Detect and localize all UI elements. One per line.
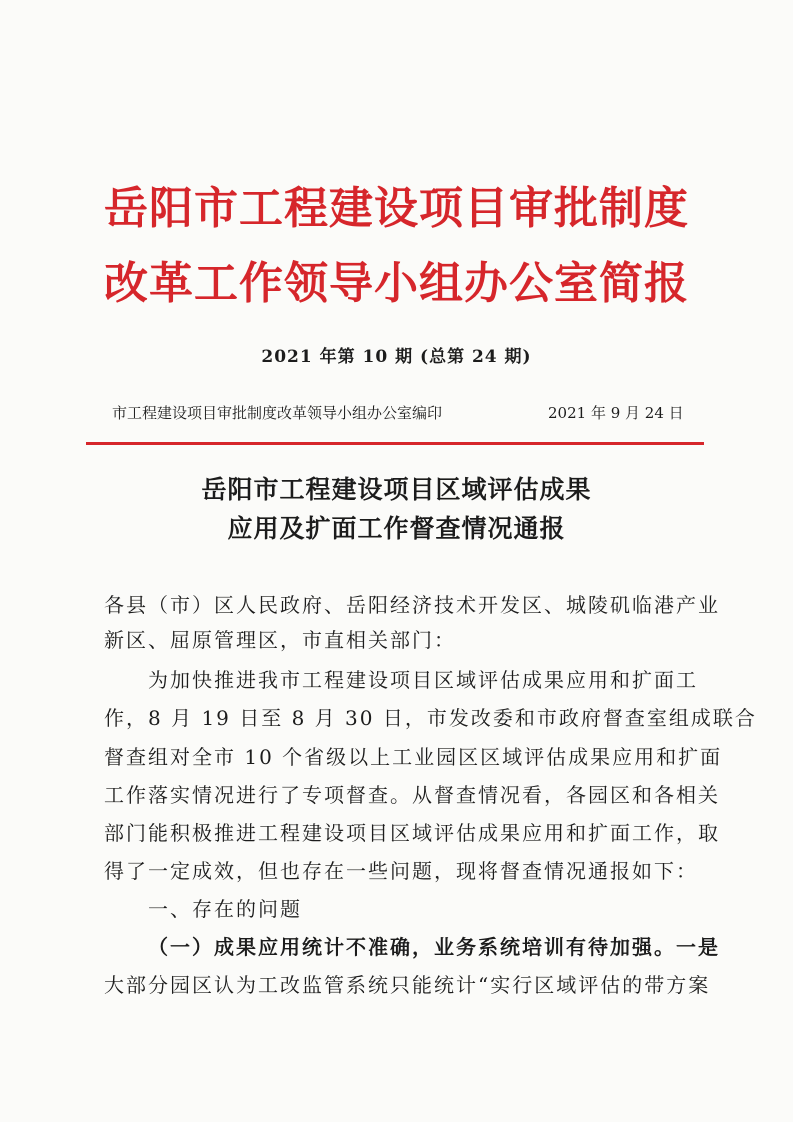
masthead-title-line1: 岳阳市工程建设项目审批制度 bbox=[104, 183, 689, 234]
body-paragraph-line: 为加快推进我市工程建设项目区域评估成果应用和扩面工 bbox=[148, 668, 698, 692]
publish-date: 2021 年 9 月 24 日 bbox=[548, 404, 684, 422]
subsection-heading: （一）成果应用统计不准确，业务系统培训有待加强。一是 bbox=[148, 935, 720, 959]
body-paragraph-line: 部门能积极推进工程建设项目区域评估成果应用和扩面工作，取 bbox=[104, 821, 720, 845]
addressee-line1: 各县（市）区人民政府、岳阳经济技术开发区、城陵矶临港产业 bbox=[104, 593, 720, 617]
notice-title-line2: 应用及扩面工作督查情况通报 bbox=[227, 514, 566, 543]
body-paragraph-line: 作，8 月 19 日至 8 月 30 日，市发改委和市政府督查室组成联合 bbox=[104, 706, 757, 730]
issue-number: 2021 年第 10 期 (总第 24 期) bbox=[261, 347, 532, 367]
masthead-title-line2: 改革工作领导小组办公室简报 bbox=[104, 258, 689, 309]
body-paragraph-line: 督查组对全市 10 个省级以上工业园区区域评估成果应用和扩面 bbox=[104, 745, 723, 769]
editor-office: 市工程建设项目审批制度改革领导小组办公室编印 bbox=[112, 404, 443, 422]
red-divider bbox=[86, 442, 704, 445]
addressee-line2: 新区、屈原管理区，市直相关部门： bbox=[104, 628, 456, 652]
section-heading: 一、存在的问题 bbox=[148, 897, 302, 921]
body-paragraph-line: 工作落实情况进行了专项督查。从督查情况看，各园区和各相关 bbox=[104, 783, 720, 807]
body-paragraph-line: 得了一定成效，但也存在一些问题，现将督查情况通报如下： bbox=[104, 859, 698, 883]
body-paragraph-line: 大部分园区认为工改监管系统只能统计“实行区域评估的带方案 bbox=[104, 973, 711, 997]
notice-title-line1: 岳阳市工程建设项目区域评估成果 bbox=[201, 475, 592, 504]
